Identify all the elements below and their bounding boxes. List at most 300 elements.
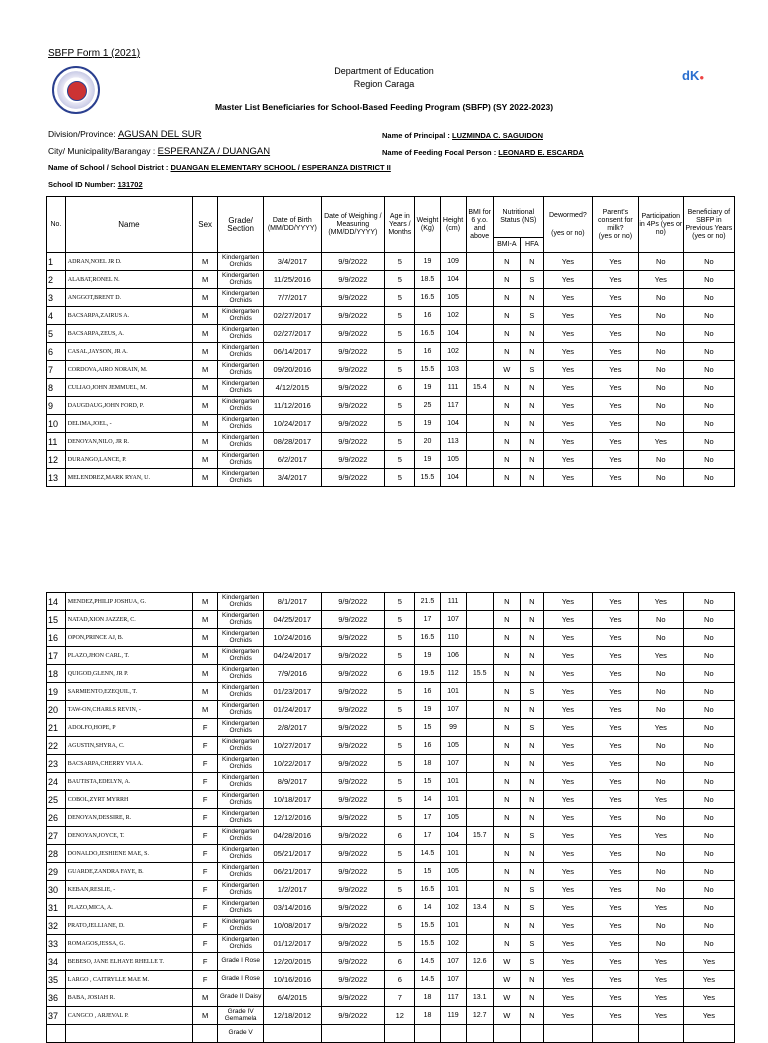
hfa: N [520,289,543,307]
grade-section: Kindergarten Orchids [218,737,264,755]
weight: 18.5 [415,271,440,289]
col-bmia: BMI-A [493,238,520,253]
hfa: N [520,845,543,863]
4ps: Yes [638,899,683,917]
date-of-weighing: 9/9/2022 [321,935,385,953]
hfa: N [520,701,543,719]
previous-beneficiary: No [683,809,734,827]
table-row [47,1007,735,1025]
date-of-birth: 3/4/2017 [264,253,321,271]
age: 5 [385,469,415,487]
age: 5 [385,647,415,665]
hfa: N [520,1007,543,1025]
hfa: N [520,791,543,809]
bmi [466,361,493,379]
col-age: Age in Years / Months [385,197,415,253]
hfa: N [520,433,543,451]
student-name: DAUGDAUG,JOHN FORD, P. [65,397,192,415]
weight: 19 [415,415,440,433]
age [385,1025,415,1043]
bmi-a: N [493,881,520,899]
age: 5 [385,343,415,361]
age: 5 [385,791,415,809]
table-row [47,397,735,415]
previous-beneficiary: No [683,719,734,737]
age: 6 [385,379,415,397]
weight: 16.5 [415,881,440,899]
4ps: Yes [638,989,683,1007]
bmi-a: N [493,935,520,953]
bmi-a: N [493,289,520,307]
hfa: S [520,719,543,737]
previous-beneficiary: No [683,755,734,773]
sex: M [193,415,218,433]
row-number [47,1025,66,1043]
date-of-birth: 8/1/2017 [264,593,321,611]
bmi-a: W [493,989,520,1007]
height: 107 [440,971,466,989]
student-name: BACSARPA,ZAIRUS A. [65,307,192,325]
student-name: CANGCO , ARJEVAL P. [65,1007,192,1025]
date-of-weighing: 9/9/2022 [321,343,385,361]
sex: M [193,647,218,665]
bmi: 12.6 [466,953,493,971]
table-row [47,611,735,629]
weight: 16 [415,307,440,325]
bmi-a: N [493,325,520,343]
student-name: BACSARPA,CHERRY VIA A. [65,755,192,773]
4ps: No [638,773,683,791]
4ps: No [638,629,683,647]
height: 105 [440,737,466,755]
sex: M [193,593,218,611]
col-hfa: HFA [520,238,543,253]
dewormed: Yes [543,755,592,773]
milk-consent: Yes [592,289,638,307]
grade-section: Kindergarten Orchids [218,253,264,271]
student-name: LARGO , CAITRYLLE MAE M. [65,971,192,989]
bmi: 15.4 [466,379,493,397]
table-row [47,773,735,791]
age: 5 [385,809,415,827]
bmi-a: N [493,899,520,917]
weight: 16 [415,683,440,701]
bmi [466,971,493,989]
row-number: 9 [47,397,66,415]
student-name: BEBESO, JANE ELHAYE RHELLE T. [65,953,192,971]
milk-consent: Yes [592,253,638,271]
previous-beneficiary: Yes [683,1007,734,1025]
date-of-weighing: 9/9/2022 [321,451,385,469]
hfa: N [520,917,543,935]
date-of-birth: 10/08/2017 [264,917,321,935]
dewormed: Yes [543,451,592,469]
height: 110 [440,629,466,647]
4ps: No [638,755,683,773]
sex: F [193,881,218,899]
dewormed: Yes [543,773,592,791]
bmi-a: N [493,845,520,863]
dewormed: Yes [543,271,592,289]
4ps: Yes [638,719,683,737]
row-number: 31 [47,899,66,917]
date-of-weighing: 9/9/2022 [321,325,385,343]
weight: 19 [415,701,440,719]
previous-beneficiary: Yes [683,953,734,971]
weight: 19 [415,647,440,665]
hfa: S [520,683,543,701]
age: 6 [385,827,415,845]
4ps: No [638,253,683,271]
grade-section: Kindergarten Orchids [218,917,264,935]
milk-consent: Yes [592,701,638,719]
date-of-birth: 6/4/2015 [264,989,321,1007]
grade-section: Kindergarten Orchids [218,719,264,737]
table-row [47,863,735,881]
row-number: 11 [47,433,66,451]
student-name: ANGGOT,BRENT D. [65,289,192,307]
hfa: S [520,271,543,289]
previous-beneficiary: No [683,397,734,415]
age: 12 [385,1007,415,1025]
bmi-a: W [493,1007,520,1025]
grade-section: Grade V [218,1025,264,1043]
row-number: 26 [47,809,66,827]
4ps: Yes [638,271,683,289]
date-of-birth: 2/8/2017 [264,719,321,737]
row-number: 6 [47,343,66,361]
hfa: N [520,343,543,361]
col-ns: Nutritional Status (NS) [493,197,543,238]
division-label: Division/Province: [48,129,116,139]
dewormed: Yes [543,361,592,379]
hfa: N [520,665,543,683]
bmi [466,397,493,415]
date-of-birth: 7/7/2017 [264,289,321,307]
milk-consent: Yes [592,469,638,487]
hfa: S [520,827,543,845]
age: 5 [385,307,415,325]
student-name: ROMAGOS,JESSA, G. [65,935,192,953]
bmi: 15.7 [466,827,493,845]
row-number: 21 [47,719,66,737]
date-of-birth: 4/12/2015 [264,379,321,397]
milk-consent: Yes [592,683,638,701]
grade-section: Kindergarten Orchids [218,845,264,863]
4ps: Yes [638,791,683,809]
date-of-weighing: 9/9/2022 [321,845,385,863]
grade-section: Grade I Rose [218,971,264,989]
row-number: 5 [47,325,66,343]
previous-beneficiary: No [683,629,734,647]
previous-beneficiary: No [683,863,734,881]
col-bmi: BMI for 6 y.o. and above [466,197,493,253]
row-number: 35 [47,971,66,989]
bmi [466,881,493,899]
height: 107 [440,755,466,773]
col-dow: Date of Weighing / Measuring (MM/DD/YYYY) [321,197,385,253]
dewormed: Yes [543,827,592,845]
date-of-birth: 01/12/2017 [264,935,321,953]
date-of-weighing: 9/9/2022 [321,953,385,971]
consent-label: Parent's consent for milk? [598,208,633,232]
student-name: PRATO,JELLIANE, D. [65,917,192,935]
grade-section: Kindergarten Orchids [218,827,264,845]
date-of-birth: 12/12/2016 [264,809,321,827]
bmi-a: N [493,737,520,755]
hfa [520,1025,543,1043]
milk-consent: Yes [592,971,638,989]
grade-section: Kindergarten Orchids [218,451,264,469]
dewormed: Yes [543,647,592,665]
4ps: No [638,379,683,397]
weight: 21.5 [415,593,440,611]
table-row [47,343,735,361]
bmi [466,647,493,665]
sex: F [193,845,218,863]
hfa: S [520,935,543,953]
bmi-a: N [493,917,520,935]
weight: 16 [415,343,440,361]
age: 6 [385,899,415,917]
hfa: N [520,611,543,629]
student-name: CASAL,JAYSON, JR A. [65,343,192,361]
height: 117 [440,397,466,415]
table-row [47,719,735,737]
milk-consent: Yes [592,415,638,433]
hfa: N [520,469,543,487]
previous-beneficiary: No [683,827,734,845]
height: 112 [440,665,466,683]
4ps: No [638,863,683,881]
previous-beneficiary: No [683,665,734,683]
bmi [466,791,493,809]
table-row [47,755,735,773]
grade-section: Kindergarten Orchids [218,325,264,343]
hfa: N [520,253,543,271]
dewormed: Yes [543,307,592,325]
4ps: No [638,881,683,899]
date-of-birth: 10/27/2017 [264,737,321,755]
hfa: N [520,737,543,755]
height: 104 [440,415,466,433]
table-row [47,701,735,719]
sex: M [193,611,218,629]
milk-consent: Yes [592,719,638,737]
table-row [47,593,735,611]
height: 105 [440,809,466,827]
date-of-birth: 01/23/2017 [264,683,321,701]
milk-consent: Yes [592,791,638,809]
weight: 15.5 [415,935,440,953]
date-of-birth: 8/9/2017 [264,773,321,791]
date-of-birth: 10/24/2016 [264,629,321,647]
4ps: No [638,451,683,469]
milk-consent: Yes [592,611,638,629]
hfa: N [520,451,543,469]
age: 5 [385,611,415,629]
hfa: S [520,361,543,379]
hfa: N [520,809,543,827]
dewormed-sub: (yes or no) [551,229,585,237]
milk-consent: Yes [592,845,638,863]
milk-consent: Yes [592,989,638,1007]
weight: 17 [415,809,440,827]
age: 7 [385,989,415,1007]
bmi [466,755,493,773]
age: 5 [385,593,415,611]
height: 102 [440,343,466,361]
4ps: No [638,935,683,953]
student-name: OPON,PRINCE AJ, B. [65,629,192,647]
consent-sub: (yes or no) [598,232,633,240]
table-row [47,827,735,845]
bmi [466,845,493,863]
date-of-weighing: 9/9/2022 [321,899,385,917]
sex: M [193,469,218,487]
age: 5 [385,863,415,881]
student-name: PLAZO,MICA, A. [65,899,192,917]
bmi [466,271,493,289]
student-name: CORDOVA,AIRO NORAIN, M. [65,361,192,379]
date-of-weighing: 9/9/2022 [321,469,385,487]
weight: 20 [415,433,440,451]
table-row [47,307,735,325]
4ps: No [638,361,683,379]
col-dewormed [543,197,592,253]
previous-beneficiary: No [683,791,734,809]
sex: M [193,433,218,451]
height: 101 [440,917,466,935]
student-name [65,1025,192,1043]
bmi-a: N [493,253,520,271]
bmi [466,343,493,361]
previous-beneficiary: No [683,361,734,379]
height: 117 [440,989,466,1007]
date-of-birth: 3/4/2017 [264,469,321,487]
milk-consent: Yes [592,809,638,827]
date-of-weighing: 9/9/2022 [321,271,385,289]
row-number: 14 [47,593,66,611]
grade-section: Kindergarten Orchids [218,433,264,451]
bmi [466,863,493,881]
student-name: COBOL,ZYRT MYRRH [65,791,192,809]
dewormed-label: Dewormed? [549,211,587,219]
grade-section: Kindergarten Orchids [218,271,264,289]
height: 111 [440,593,466,611]
hfa: N [520,971,543,989]
student-name: PLAZO,JHON CARL, T. [65,647,192,665]
form-label: SBFP Form 1 (2021) [48,48,141,59]
student-name: QUIGOD,GLENN, JR P. [65,665,192,683]
student-name: DENOYAN,NILO, JR R. [65,433,192,451]
row-number: 22 [47,737,66,755]
table-row [47,469,735,487]
bmi-a: N [493,629,520,647]
dewormed: Yes [543,989,592,1007]
weight: 16.5 [415,629,440,647]
bmi-a: N [493,719,520,737]
student-name: NATAD,XION JAZZER, C. [65,611,192,629]
dewormed: Yes [543,953,592,971]
height [440,1025,466,1043]
date-of-weighing: 9/9/2022 [321,379,385,397]
previous-beneficiary: No [683,451,734,469]
sex: M [193,989,218,1007]
col-consent [592,197,638,253]
table-row [47,433,735,451]
focal-value: LEONARD E. ESCARDA [498,148,584,157]
sex: M [193,307,218,325]
age: 5 [385,755,415,773]
date-of-weighing: 9/9/2022 [321,755,385,773]
height: 105 [440,451,466,469]
table-row [47,953,735,971]
date-of-weighing: 9/9/2022 [321,397,385,415]
milk-consent: Yes [592,629,638,647]
previous-beneficiary: No [683,379,734,397]
previous-beneficiary: No [683,773,734,791]
4ps: Yes [638,1007,683,1025]
date-of-weighing: 9/9/2022 [321,289,385,307]
previous-beneficiary: Yes [683,989,734,1007]
grade-section: Kindergarten Orchids [218,415,264,433]
grade-section: Kindergarten Orchids [218,791,264,809]
region-name: Region Caraga [353,79,415,89]
date-of-birth: 11/25/2016 [264,271,321,289]
student-name: ALABAT,RONEL N. [65,271,192,289]
row-number: 32 [47,917,66,935]
previous-beneficiary: No [683,737,734,755]
date-of-weighing: 9/9/2022 [321,611,385,629]
dewormed: Yes [543,971,592,989]
bmi-a: N [493,469,520,487]
date-of-weighing: 9/9/2022 [321,307,385,325]
sex [193,1025,218,1043]
height: 99 [440,719,466,737]
grade-section: Grade II Daisy [218,989,264,1007]
table-row [47,629,735,647]
student-name: ADOLFO,HOPE, P [65,719,192,737]
date-of-weighing: 9/9/2022 [321,791,385,809]
student-name: DENOYAN,JOYCE, T. [65,827,192,845]
bmi [466,415,493,433]
weight: 19 [415,253,440,271]
date-of-birth [264,1025,321,1043]
4ps: No [638,845,683,863]
milk-consent: Yes [592,271,638,289]
height: 104 [440,271,466,289]
dk-logo-icon: dK● [682,68,705,83]
city-value: ESPERANZA / DUANGAN [157,146,271,157]
age: 5 [385,361,415,379]
height: 107 [440,611,466,629]
dewormed: Yes [543,611,592,629]
weight: 15.5 [415,361,440,379]
dewormed: Yes [543,665,592,683]
age: 5 [385,683,415,701]
table-row [47,899,735,917]
date-of-birth: 06/14/2017 [264,343,321,361]
table-row [47,1025,735,1043]
dewormed [543,1025,592,1043]
sex: M [193,397,218,415]
4ps: No [638,737,683,755]
date-of-weighing: 9/9/2022 [321,415,385,433]
age: 5 [385,397,415,415]
date-of-weighing: 9/9/2022 [321,989,385,1007]
date-of-weighing: 9/9/2022 [321,701,385,719]
